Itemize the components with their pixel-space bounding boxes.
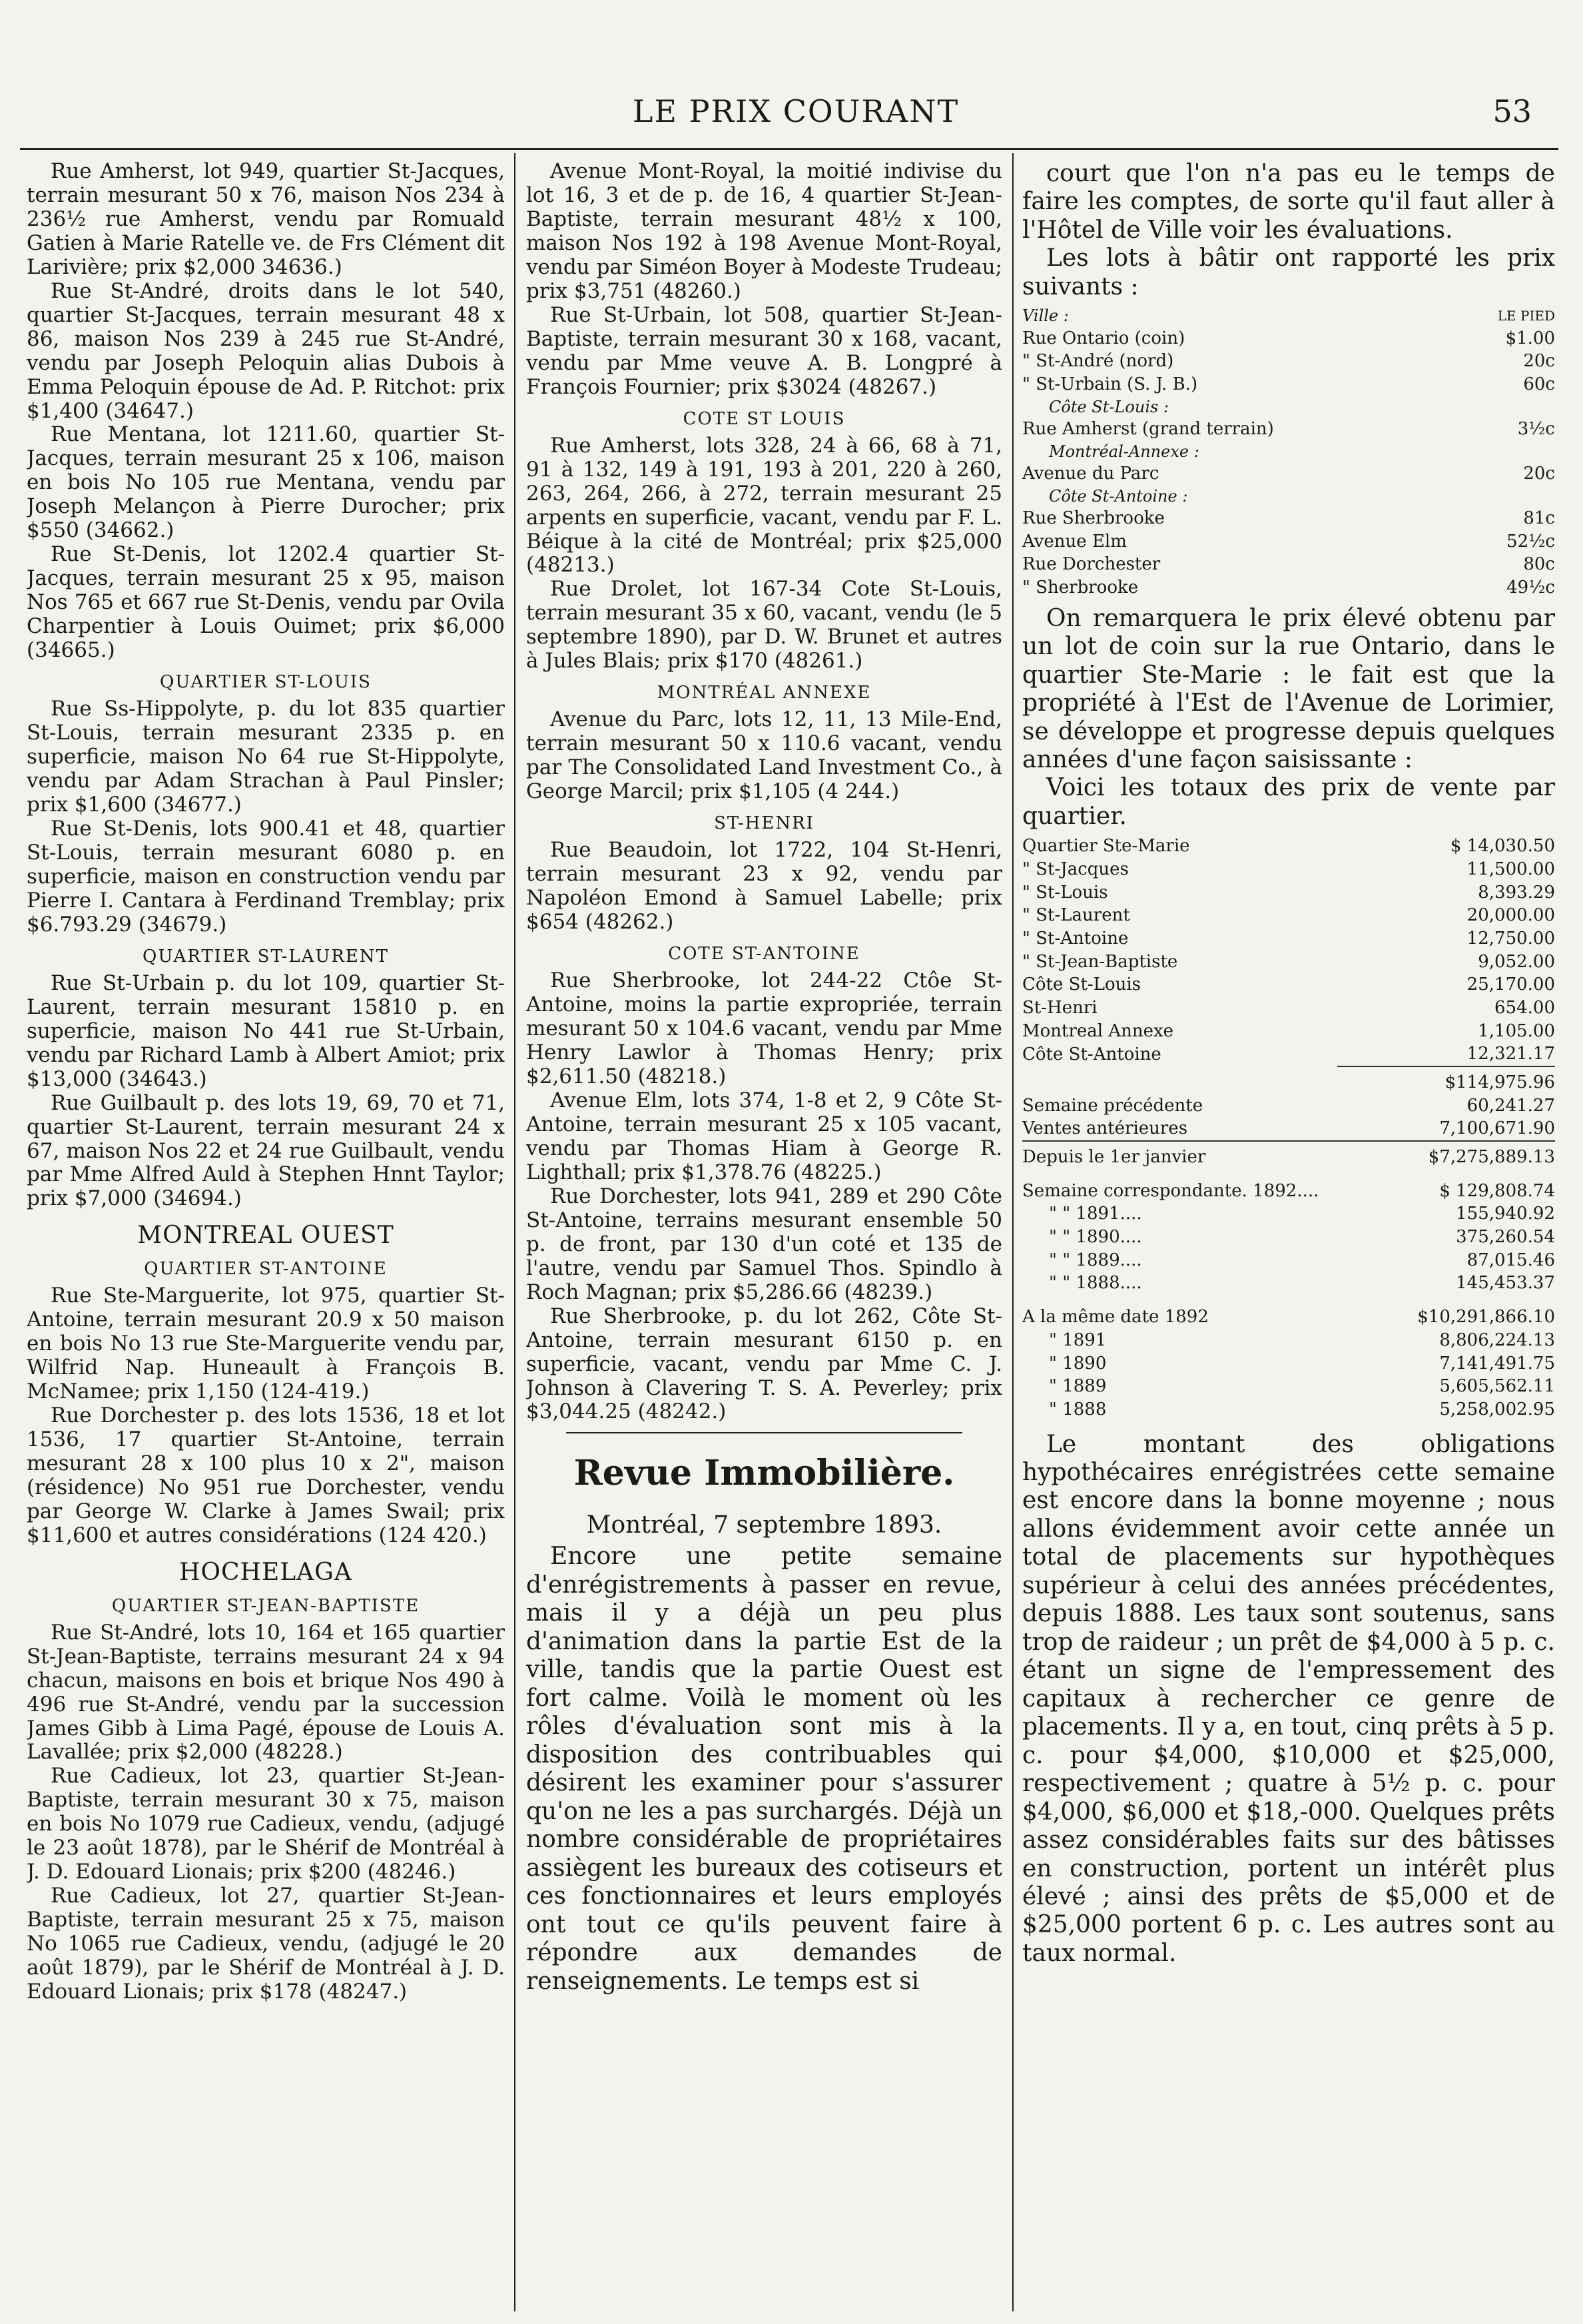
table-row: " " 1889.... 87,015.46 <box>1049 1250 1555 1270</box>
table-subheading: Montréal-Annexe : <box>1049 442 1199 461</box>
table-row: Semaine correspondante. 1892.... $ 129,808.74 <box>1022 1180 1555 1201</box>
column-3 <box>1022 160 1555 2305</box>
sale-entry: Rue St-Urbain, lot 508, quartier St-Jean-Baptiste, terrain mesurant 30 x 168, vacant, vendu par Mme veuve A. B. Longpré à François Fournier; prix $3024 (48267.) <box>526 302 1002 399</box>
table-row: " " 1891.... 155,940.92 <box>1049 1204 1555 1224</box>
sale-entry: Rue Amherst, lot 949, quartier St-Jacques, terrain mesurant 50 x 76, maison Nos 234 à 236½ rue Amherst, vendu par Romuald Gatien à Marie Ratelle ve. de Frs Clément dit Larivière; prix $2,000 34636.) <box>27 160 505 279</box>
section-heading: QUARTIER ST-JEAN-BAPTISTE <box>111 1595 420 1616</box>
sale-entry: Rue Mentana, lot 1211.60, quartier St-Jacques, terrain mesurant 25 x 106, maison en bois No 105 rue Mentana, vendu par Joseph Melançon à Pierre Durocher; prix $550 (34662.) <box>27 422 505 543</box>
sale-entry: Rue St-André, droits dans le lot 540, quartier St-Jacques, terrain mesurant 48 x 86, maison Nos 239 à 245 rue St-André, vendu par Joseph Peloquin alias Dubois à Emma Peloquin épouse de Ad. P. Ritchot: prix $1,400 (34647.) <box>27 278 505 423</box>
table-row: Côte St-Louis 25,170.00 <box>1022 974 1555 995</box>
table-row: " St-Jean-Baptiste 9,052.00 <box>1022 951 1555 972</box>
table-row: Semaine précédente 60,241.27 <box>1022 1095 1555 1116</box>
table-row: " St-Jacques 11,500.00 <box>1022 859 1555 880</box>
sale-entry: Rue Beaudoin, lot 1722, 104 St-Henri, terrain mesurant 23 x 92, vendu par Napoléon Emond à Samuel Labelle; prix $654 (48262.) <box>526 838 1002 935</box>
article-paragraph: Le montant des obligations hypothécaires enrégistrées cette semaine est encore dans la bonne moyenne ; nous allons évidemment avoir cette année un total de placements sur hypothèques supérieur à celui des années précédentes, depuis 1888. Les taux sont soutenus, sans trop de raideur ; un prêt de $4,000 à 5 p. c. étant un signe de l'empressement des capitaux à rechercher ce genre de placements. Il y a, en tout, cinq prêts à 5 p. c. pour $4,000, $10,000 et $25,000, respectivement ; quatre à 5½ p. c. pour $4,000, $6,000 et $18,-000. Quelques prêts assez considérables faits sur des bâtisses en construction, portent un intérêt plus élevé ; ainsi des prêts de $5,000 et de $25,000 portent 6 p. c. Les autres sont au taux normal. <box>1022 1430 1555 1967</box>
sale-entry: Rue St-Denis, lot 1202.4 quartier St-Jacques, terrain mesurant 25 x 95, maison Nos 765 et 667 rue St-Denis, vendu par Ovila Charpentier à Louis Ouimet; prix $6,000 (34665.) <box>27 542 505 663</box>
section-heading: COTE ST LOUIS <box>683 408 846 429</box>
sale-entry: Avenue du Parc, lots 12, 11, 13 Mile-End, terrain mesurant 50 x 110.6 vacant, vendu par The Consolidated Land Investment Co., à George Marcil; prix $1,105 (4 244.) <box>526 707 1002 804</box>
sale-entry: Rue Dorchester, lots 941, 289 et 290 Côte St-Antoine, terrains mesurant ensemble 50 p. de front, par 130 d'un coté et 135 de l'autre, vendu par Samuel Thos. Spindlo à Roch Magnan; prix $5,286.66 (48239.) <box>526 1184 1002 1304</box>
table-row: Avenue Elm 52½c <box>1022 531 1555 552</box>
totals-table <box>1022 835 1555 1168</box>
table-row: " 1891 8,806,224.13 <box>1049 1330 1555 1350</box>
subtotal-value: $114,975.96 <box>1337 1066 1555 1094</box>
table-row: " 1890 7,141,491.75 <box>1049 1353 1555 1373</box>
column-2 <box>526 160 1002 2305</box>
table-row: Depuis le 1er janvier $7,275,889.13 <box>1022 1141 1555 1169</box>
table-subheading: Côte St-Antoine : <box>1049 486 1188 506</box>
table-row: Montreal Annexe 1,105.00 <box>1022 1020 1555 1041</box>
table-row: Rue Amherst (grand terrain) 3½c <box>1022 418 1555 439</box>
section-heading: ST-HENRI <box>714 813 814 834</box>
page-header <box>20 87 1572 140</box>
sale-entry: Rue Sherbrooke, p. du lot 262, Côte St-Antoine, terrain mesurant 6150 p. en superficie, vacant, vendu par Mme C. J. Johnson à Clavering T. S. A. Peverley; prix $3,044.25 (48242.) <box>526 1304 1002 1424</box>
table-row: " St-André (nord) 20c <box>1022 351 1555 372</box>
sale-entry: Rue Cadieux, lot 23, quartier St-Jean-Baptiste, terrain mesurant 30 x 75, maison en bois No 1079 rue Cadieux, vendu, (adjugé le 23 août 1878), par le Shérif de Montréal à J. D. Edouard Lionais; prix $200 (48246.) <box>27 1764 505 1884</box>
article-paragraph: Encore une petite semaine d'enrégistrements à passer en revue, mais il y a déjà un peu plus d'animation dans la partie Est de la ville, tandis que la partie Ouest est fort calme. Voilà le moment où les rôles d'évaluation sont mis à la disposition des contribuables qui désirent les examiner pour s'assurer qu'on ne les a pas surchargés. Déjà un nombre considérable de propriétaires assiègent les bureaux des cotiseurs et ces fonctionnaires et leurs employés ont tout ce qu'ils peuvent faire à répondre aux demandes de renseignements. Le temps est si <box>526 1543 1002 1995</box>
table-row: Avenue du Parc 20c <box>1022 463 1555 484</box>
column-divider <box>1012 153 1014 2311</box>
sale-entry: Rue St-Urbain p. du lot 109, quartier St-Laurent, terrain mesurant 15810 p. en superficie, maison No 441 rue St-Urbain, vendu par Richard Lamb à Albert Amiot; prix $13,000 (34643.) <box>27 970 505 1091</box>
table-heading: LE PIED <box>1497 307 1555 324</box>
article-title: Revue Immobilière. <box>573 1453 955 1494</box>
article-dateline: Montréal, 7 septembre 1893. <box>586 1511 942 1539</box>
sale-entry: Rue St-André, lots 10, 164 et 165 quartier St-Jean-Baptiste, terrains mesurant 24 x 94 chacun, maisons en bois et brique Nos 490 à 496 rue St-André, vendu par la succession James Gibb à Lima Pagé, épouse de Louis A. Lavallée; prix $2,000 (48228.) <box>27 1620 505 1764</box>
column-divider <box>514 153 515 2311</box>
corresponding-week-table <box>1022 1180 1555 1295</box>
sale-entry: Rue Ss-Hippolyte, p. du lot 835 quartier St-Louis, terrain mesurant 2335 p. en superficie, maison No 64 rue St-Hippolyte, vendu par Adam Strachan à Paul Pinsler; prix $1,600 (34677.) <box>27 697 505 817</box>
table-row: " 1888 5,258,002.95 <box>1049 1399 1555 1419</box>
lot-price-table <box>1022 305 1555 599</box>
table-row: " St-Laurent 20,000.00 <box>1022 905 1555 926</box>
article-paragraph: Les lots à bâtir ont rapporté les prix suivants : <box>1022 244 1555 300</box>
table-row: " " 1888.... 145,453.37 <box>1049 1273 1555 1294</box>
table-row: " " 1890.... 375,260.54 <box>1049 1227 1555 1248</box>
table-row: Rue Ontario (coin) $1.00 <box>1022 328 1555 348</box>
sale-entry: Rue Cadieux, lot 27, quartier St-Jean-Baptiste, terrain mesurant 25 x 75, maison No 1065 rue Cadieux, vendu, (adjugé le 20 août 1879), par le Shérif de Montréal à J. D. Edouard Lionais; prix $178 (48247.) <box>27 1884 505 2004</box>
sale-entry: Rue Drolet, lot 167-34 Cote St-Louis, terrain mesurant 35 x 60, vacant, vendu (le 5 septembre 1890), par D. W. Brunet et autres à Jules Blais; prix $170 (48261.) <box>526 577 1002 673</box>
section-heading: QUARTIER ST-LOUIS <box>160 672 372 693</box>
article-paragraph: On remarquera le prix élevé obtenu par un lot de coin sur la rue Ontario, dans le quartier Ste-Marie : le fait est que la propriété à l'Est de l'Avenue de Lorimier, se développe et progresse depuis quelques années d'une façon saisissante : <box>1022 604 1555 773</box>
table-row: St-Henri 654.00 <box>1022 998 1555 1018</box>
section-heading: QUARTIER ST-LAURENT <box>143 946 389 967</box>
table-row: Rue Dorchester 80c <box>1022 554 1555 575</box>
sale-entry: Rue Dorchester p. des lots 1536, 18 et lot 1536, 17 quartier St-Antoine, terrain mesurant 28 x 100 plus 10 x 2", maison (résidence) No 951 rue Dorchester, vendu par George W. Clarke à James Swail; prix $11,600 et autres considérations (124 420.) <box>27 1403 505 1547</box>
section-heading: COTE ST-ANTOINE <box>668 944 860 965</box>
same-date-table <box>1022 1306 1555 1421</box>
table-row: Quartier Ste-Marie $ 14,030.50 <box>1022 836 1555 857</box>
sale-entry: Avenue Elm, lots 374, 1-8 et 2, 9 Côte St-Antoine, terrain mesurant 25 x 105 vacant, vendu par Thomas Hiam à George R. Lighthall; prix $1,378.76 (48225.) <box>526 1088 1002 1184</box>
table-row: Côte St-Antoine 12,321.17 <box>1022 1044 1555 1064</box>
table-row: " St-Louis 8,393.29 <box>1022 882 1555 903</box>
page-number: 53 <box>1492 93 1532 129</box>
section-rule <box>566 1432 962 1433</box>
table-row: Rue Sherbrooke 81c <box>1022 508 1555 528</box>
table-row: A la même date 1892 $10,291,866.10 <box>1022 1307 1555 1328</box>
sale-entry: Rue Guilbault p. des lots 19, 69, 70 et 71, quartier St-Laurent, terrain mesurant 24 x 67, maison Nos 22 et 24 rue Guilbault, vendu par Mme Alfred Auld à Stephen Hnnt Taylor; prix $7,000 (34694.) <box>27 1090 505 1211</box>
column-1 <box>27 160 505 2305</box>
table-heading: Ville : <box>1022 306 1069 326</box>
sale-entry: Rue Amherst, lots 328, 24 à 66, 68 à 71, 91 à 132, 149 à 191, 193 à 201, 220 à 260, 263, 264, 266, à 272, terrain mesurant 25 arpents en superficie, vacant, vendu par F. L. Béique à la cité de Montréal; prix $25,000 (48213.) <box>526 433 1002 578</box>
table-row: " 1889 5,605,562.11 <box>1049 1376 1555 1397</box>
table-row: " St-Urbain (S. J. B.) 60c <box>1022 374 1555 394</box>
section-heading: MONTRÉAL ANNEXE <box>657 683 872 703</box>
sale-entry: Avenue Mont-Royal, la moitié indivise du lot 16, 3 et de p. de 16, 4 quartier St-Jean-Baptiste, terrain mesurant 48½ x 100, maison Nos 192 à 198 Avenue Mont-Royal, vendu par Siméon Boyer à Modeste Trudeau; prix $3,751 (48260.) <box>526 160 1002 303</box>
table-row: Ventes antérieures 7,100,671.90 <box>1022 1118 1555 1139</box>
table-subheading: Côte St-Louis : <box>1049 397 1169 416</box>
table-row: " St-Antoine 12,750.00 <box>1022 929 1555 949</box>
sale-entry: Rue Sherbrooke, lot 244-22 Ctôe St-Antoine, moins la partie expropriée, terrain mesurant 50 x 104.6 vacant, vendu par Mme Henry Lawlor à Thomas Henry; prix $2,611.50 (48218.) <box>526 968 1002 1089</box>
sale-entry: Rue Ste-Marguerite, lot 975, quartier St-Antoine, terrain mesurant 20.9 x 50 maison en bois No 13 rue Ste-Marguerite vendu par, Wilfrid Nap. Huneault à François B. McNamee; prix 1,150 (124-419.) <box>27 1284 505 1404</box>
article-paragraph: Voici les totaux des prix de vente par quartier. <box>1022 774 1555 830</box>
section-heading: QUARTIER ST-ANTOINE <box>144 1259 388 1280</box>
header-rule <box>20 148 1558 150</box>
sale-entry: Rue St-Denis, lots 900.41 et 48, quartier St-Louis, terrain mesurant 6080 p. en superficie, maison en construction vendu par Pierre I. Cantara à Ferdinand Tremblay; prix $6.793.29 (34679.) <box>27 816 505 937</box>
table-row: " Sherbrooke 49½c <box>1022 577 1555 597</box>
journal-title: LE PRIX COURANT <box>632 93 960 129</box>
district-heading: MONTREAL OUEST <box>137 1222 394 1250</box>
district-heading: HOCHELAGA <box>179 1558 352 1586</box>
article-paragraph: court que l'on n'a pas eu le temps de faire les comptes, de sorte qu'il faut aller à l'Hôtel de Ville voir les évaluations. <box>1022 160 1555 244</box>
